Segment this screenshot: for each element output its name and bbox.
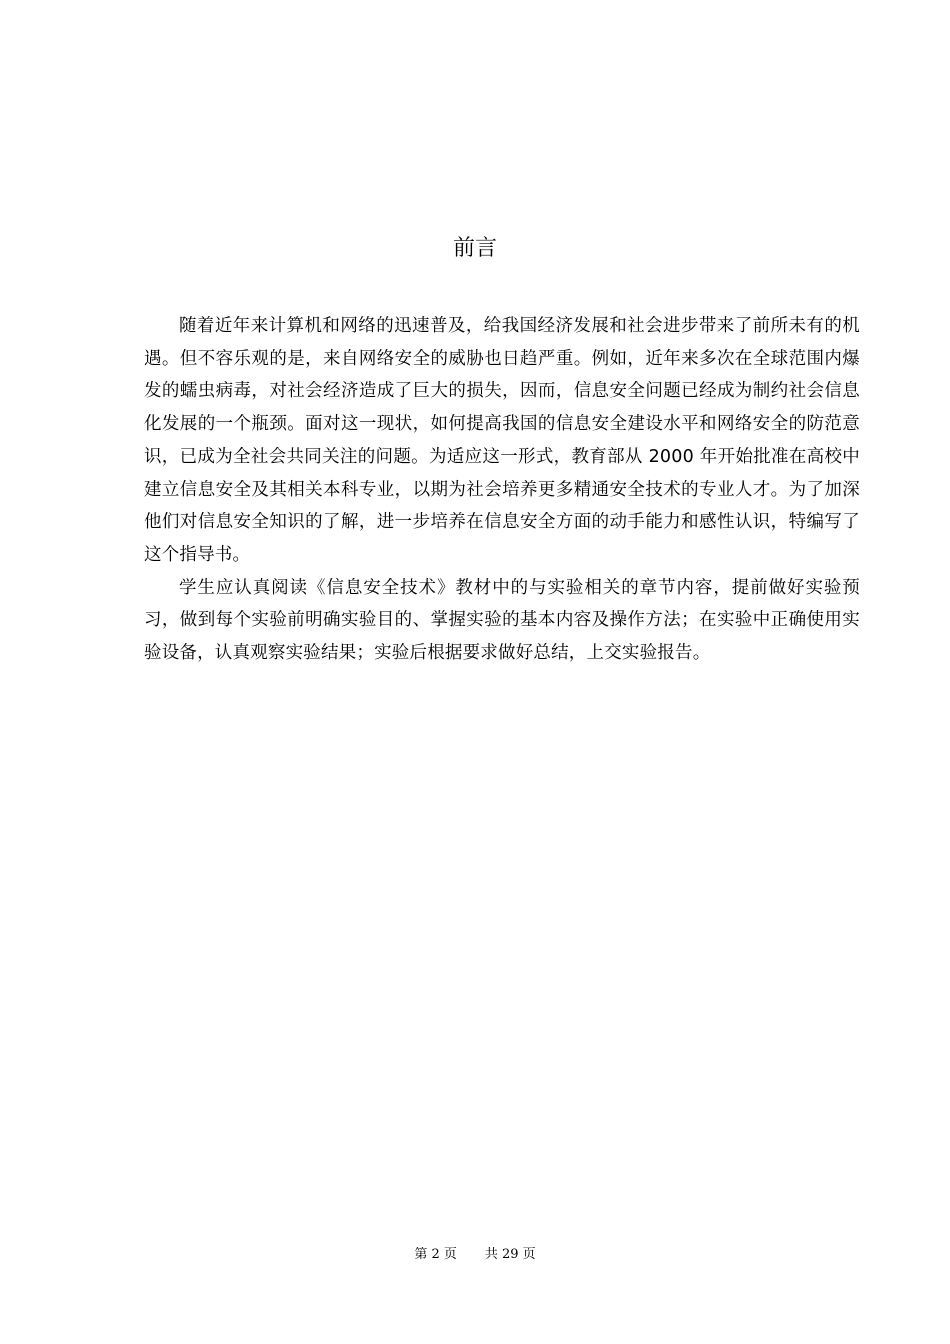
page-title: 前言 <box>452 236 497 261</box>
page-footer <box>0 1245 950 1265</box>
body-text <box>144 310 860 670</box>
page-number: 第 2 页 <box>414 1247 457 1262</box>
paragraph-instructions: 学生应认真阅读《信息安全技术》教材中的与实验相关的章节内容，提前做好实验预习，做到每个实验前明确实验目的、掌握实验的基本内容及操作方法；在实验中正确使用实验设备，认真观察实验结果；实验后根据要求做好总结，上交实验报告。 <box>144 577 860 664</box>
paragraph-intro: 随着近年来计算机和网络的迅速普及，给我国经济发展和社会进步带来了前所未有的机遇。但不容乐观的是，来自网络安全的威胁也日趋严重。例如，近年来多次在全球范围内爆发的蠕虫病毒，对社会经济造成了巨大的损失，因而，信息安全问题已经成为制约社会信息化发展的一个瓶颈。面对这一现状，如何提高我国的信息安全建设水平和网络安全的防范意识，已成为全社会共同关注的问题。为适应这一形式，教育部从 2000 年开始批准在高校中建立信息安全及其相关本科专业，以期为社会培养更多精通安全技术的专业人才。为了加深他们对信息安全知识的了解，进一步培养在信息安全方面的动手能力和感性认识，特编写了这个指导书。 <box>144 316 860 565</box>
page-total: 共 29 页 <box>484 1247 536 1262</box>
